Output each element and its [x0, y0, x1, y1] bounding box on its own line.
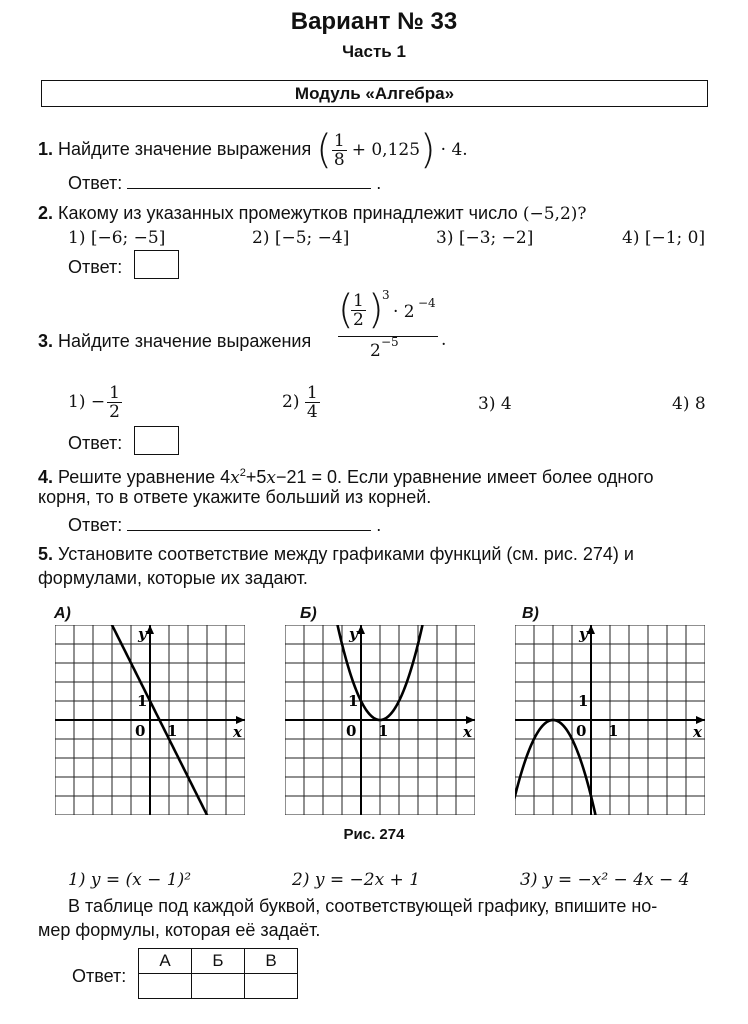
y-axis-label: y	[349, 625, 358, 643]
fraction-numerator: 1	[306, 383, 318, 403]
formula-3: 3) y = −x² − 4x − 4	[520, 870, 690, 890]
q2-option-2: 2) [−5; −4]	[252, 228, 350, 248]
graph-a-label: А)	[54, 605, 71, 622]
answer-label-3: Ответ:	[68, 433, 123, 453]
question-number: 5.	[38, 544, 54, 564]
multiply-term: · 2	[393, 302, 415, 322]
formula-1: 1) y = (x − 1)²	[68, 870, 192, 890]
fraction-denominator: 2	[109, 402, 120, 422]
q3-option-1	[68, 384, 122, 421]
variant-title: Вариант № 33	[290, 8, 458, 35]
question-text: Найдите значение выражения	[58, 138, 312, 159]
graph-c-label: В)	[522, 605, 539, 622]
answer-box-3[interactable]	[134, 426, 179, 455]
answer-label: Ответ:	[68, 173, 123, 193]
fraction-numerator: 1	[333, 130, 345, 151]
part-title: Часть 1	[342, 42, 406, 61]
question-number: 1.	[38, 138, 54, 159]
figure-caption: Рис. 274	[343, 826, 405, 843]
unit-y-label: 1	[578, 692, 589, 710]
question-1	[38, 127, 468, 173]
y-axis-arrow	[587, 625, 595, 634]
question-5	[38, 543, 634, 565]
q3-period: .	[441, 330, 447, 350]
q2-option-1: 1) [−6; −5]	[68, 228, 166, 248]
question-text: Какому из указанных промежутков принадлежит число	[58, 203, 518, 223]
option-label: 1) −	[68, 392, 106, 412]
unit-y-label: 1	[137, 692, 148, 710]
graph-b-label: Б)	[300, 605, 317, 622]
answer-box-2[interactable]	[134, 250, 179, 279]
fraction-numerator: 1	[353, 291, 364, 311]
question-number: 4.	[38, 467, 54, 487]
exponent: −4	[418, 296, 436, 310]
answer-label-5: Ответ:	[72, 966, 127, 986]
expression-rest: + 0,125	[351, 139, 421, 160]
answer-label-2: Ответ:	[68, 257, 123, 277]
table-header-c: В	[245, 949, 298, 974]
exponent: 2	[239, 467, 246, 479]
unit-x-label: 1	[167, 722, 178, 740]
answer-row-4: Ответ: .	[68, 512, 381, 536]
origin-label: 0	[346, 722, 357, 740]
answer-row-1: Ответ: .	[68, 170, 381, 194]
formula-2: 2) y = −2x + 1	[292, 870, 421, 890]
fraction-denominator: 4	[306, 402, 318, 422]
left-paren: (	[338, 287, 354, 333]
x-axis-label: x	[463, 723, 472, 741]
graph-b	[285, 625, 475, 815]
graph-a	[55, 625, 245, 815]
question-5-line2: формулами, которые их задают.	[38, 568, 308, 588]
unit-x-label: 1	[608, 722, 619, 740]
origin-label: 0	[576, 722, 587, 740]
q3-option-4: 4) 8	[672, 394, 706, 414]
denominator-base: 2	[370, 341, 381, 361]
question-value: (−5,2)?	[522, 204, 587, 224]
y-axis-label: y	[579, 625, 588, 643]
module-title: Модуль «Алгебра»	[294, 84, 455, 103]
fraction-numerator: 1	[109, 383, 120, 403]
question-number: 2.	[38, 203, 54, 223]
x-axis-label: x	[233, 723, 242, 741]
module-banner	[41, 80, 708, 107]
q2-option-3: 3) [−3; −2]	[436, 228, 534, 248]
q3-denominator	[338, 337, 440, 359]
answer-line-4[interactable]	[127, 512, 371, 531]
question-number: 3.	[38, 331, 54, 351]
unit-x-label: 1	[378, 722, 389, 740]
question-text: Решите уравнение 4	[58, 467, 231, 487]
x-axis-label: x	[693, 723, 702, 741]
expression-tail: · 4.	[440, 139, 468, 160]
fraction-denominator: 2	[353, 310, 364, 330]
q3-option-2	[282, 384, 320, 421]
q3-option-3: 3) 4	[478, 394, 512, 414]
question-text: Найдите значение выражения	[58, 331, 312, 351]
exponent: 3	[382, 288, 390, 302]
answer-label: Ответ:	[68, 515, 123, 535]
right-paren: )	[368, 287, 384, 333]
graph-c	[515, 625, 705, 815]
left-paren: (	[316, 127, 332, 173]
y-axis-arrow	[146, 625, 154, 634]
option-label: 2)	[282, 392, 300, 412]
variable: x	[230, 468, 240, 488]
instruction-line1: В таблице под каждой буквой, соответствующей графику, впишите но-	[68, 896, 658, 916]
variable: x	[266, 468, 276, 488]
q3-numerator	[338, 288, 440, 336]
question-4	[38, 462, 654, 489]
y-axis-arrow	[357, 625, 365, 634]
answer-cell-b[interactable]	[192, 974, 245, 999]
fraction-denominator: 8	[333, 149, 345, 170]
question-text: +5	[245, 467, 267, 487]
table-header-b: Б	[192, 949, 245, 974]
unit-y-label: 1	[348, 692, 359, 710]
question-2	[38, 202, 587, 225]
q3-expression	[338, 288, 440, 359]
instruction-line2: мер формулы, которая её задаёт.	[38, 920, 321, 940]
answer-line-1[interactable]	[127, 170, 371, 189]
question-4-line2: корня, то в ответе укажите больший из корней.	[38, 487, 432, 507]
answer-table	[138, 948, 298, 999]
answer-cell-a[interactable]	[139, 974, 192, 999]
question-text: −21 = 0. Если уравнение имеет более одного	[276, 467, 654, 487]
exponent: −5	[381, 335, 399, 349]
q2-option-4: 4) [−1; 0]	[622, 228, 706, 248]
right-paren: )	[420, 127, 436, 173]
question-3	[38, 330, 311, 352]
table-header-a: А	[139, 949, 192, 974]
question-text: Установите соответствие между графиками функций (см. рис. 274) и	[58, 544, 634, 564]
answer-cell-c[interactable]	[245, 974, 298, 999]
y-axis-label: y	[138, 625, 147, 643]
origin-label: 0	[135, 722, 146, 740]
